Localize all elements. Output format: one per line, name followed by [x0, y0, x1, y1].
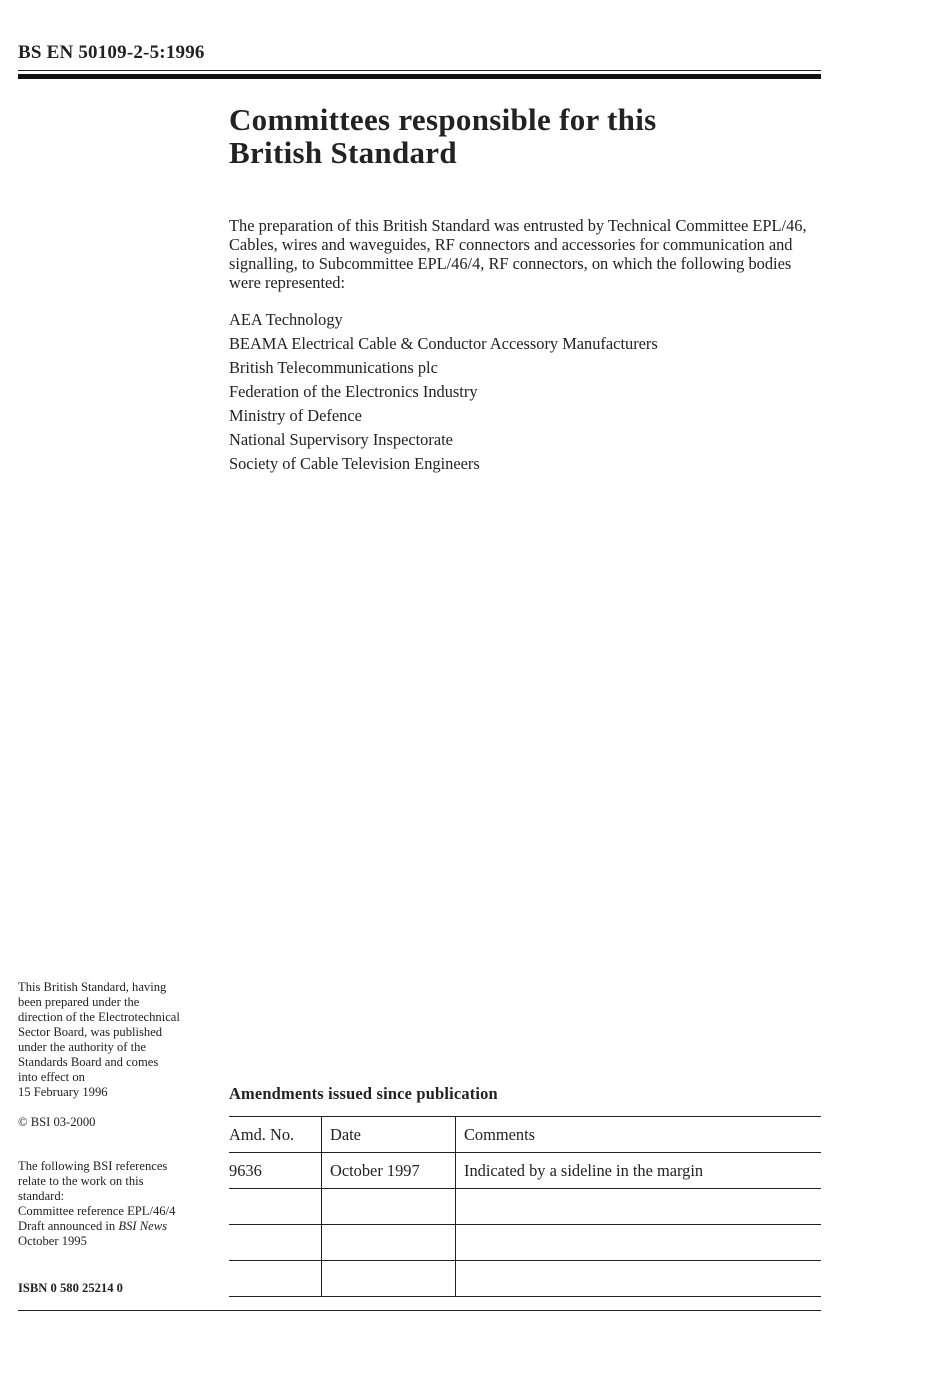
title-line-2: British Standard	[229, 135, 457, 170]
date-cell	[322, 1225, 456, 1261]
copyright: © BSI 03-2000	[18, 1115, 96, 1129]
list-item: National Supervisory Inspectorate	[229, 430, 453, 449]
table-header-row	[229, 1117, 821, 1153]
publication-note	[18, 980, 223, 1100]
table-row	[229, 1261, 821, 1297]
intro-paragraph: The preparation of this British Standard was entrusted by Technical Committee EPL/46, Cables, wires and waveguides, RF connectors and accessories for communication and signalling, to Subcommittee EPL/46/4, RF connectors, on which the following bodies were represented:	[229, 216, 807, 292]
title-line-1: Committees responsible for this	[229, 102, 657, 137]
date-cell: October 1997	[322, 1153, 456, 1189]
committee-reference: Committee reference EPL/46/4	[18, 1204, 176, 1218]
list-item: AEA Technology	[229, 310, 343, 329]
draft-date: October 1995	[18, 1234, 87, 1248]
table-row	[229, 1225, 821, 1261]
date-cell	[322, 1261, 456, 1297]
amendments-title: Amendments issued since publication	[229, 1084, 498, 1103]
publication-line: into effect on	[18, 1070, 85, 1084]
publication-line: been prepared under the	[18, 995, 140, 1009]
publication-line: This British Standard, having	[18, 980, 167, 994]
header-thick-rule	[18, 74, 821, 79]
date-cell	[322, 1189, 456, 1225]
comments-cell	[456, 1261, 822, 1297]
list-item: Society of Cable Television Engineers	[229, 454, 480, 473]
draft-publication: BSI News	[118, 1219, 167, 1233]
list-item: BEAMA Electrical Cable & Conductor Accessory Manufacturers	[229, 334, 658, 353]
draft-prefix: Draft announced in	[18, 1219, 119, 1233]
amd-no-cell	[229, 1261, 322, 1297]
references-note	[18, 1159, 223, 1249]
list-item: British Telecommunications plc	[229, 358, 438, 377]
amd-no-cell	[229, 1189, 322, 1225]
isbn: ISBN 0 580 25214 0	[18, 1281, 123, 1295]
publication-date: 15 February 1996	[18, 1085, 108, 1099]
comments-cell	[456, 1225, 822, 1261]
publication-line: under the authority of the	[18, 1040, 146, 1054]
footer-rule	[18, 1310, 821, 1311]
amd-no-cell: 9636	[229, 1153, 322, 1189]
isbn-note	[18, 1281, 223, 1296]
represented-bodies-list	[229, 308, 658, 476]
reference-line: relate to the work on this	[18, 1174, 144, 1188]
comments-cell: Indicated by a sideline in the margin	[456, 1153, 822, 1189]
publication-line: Sector Board, was published	[18, 1025, 163, 1039]
list-item: Ministry of Defence	[229, 406, 362, 425]
column-header-comments: Comments	[456, 1117, 822, 1153]
document-id: BS EN 50109-2-5:1996	[18, 42, 205, 63]
page-title	[229, 103, 821, 169]
column-header-date: Date	[322, 1117, 456, 1153]
amd-no-cell	[229, 1225, 322, 1261]
publication-line: direction of the Electrotechnical	[18, 1010, 180, 1024]
header-thin-rule	[18, 70, 821, 71]
reference-line: standard:	[18, 1189, 65, 1203]
draft-announcement	[18, 1219, 223, 1234]
column-header-amd-no: Amd. No.	[229, 1117, 322, 1153]
list-item: Federation of the Electronics Industry	[229, 382, 478, 401]
comments-cell	[456, 1189, 822, 1225]
copyright-note	[18, 1115, 223, 1130]
table-row	[229, 1153, 821, 1189]
reference-line: The following BSI references	[18, 1159, 168, 1173]
publication-line: Standards Board and comes	[18, 1055, 159, 1069]
amendments-table	[229, 1116, 821, 1297]
table-row	[229, 1189, 821, 1225]
